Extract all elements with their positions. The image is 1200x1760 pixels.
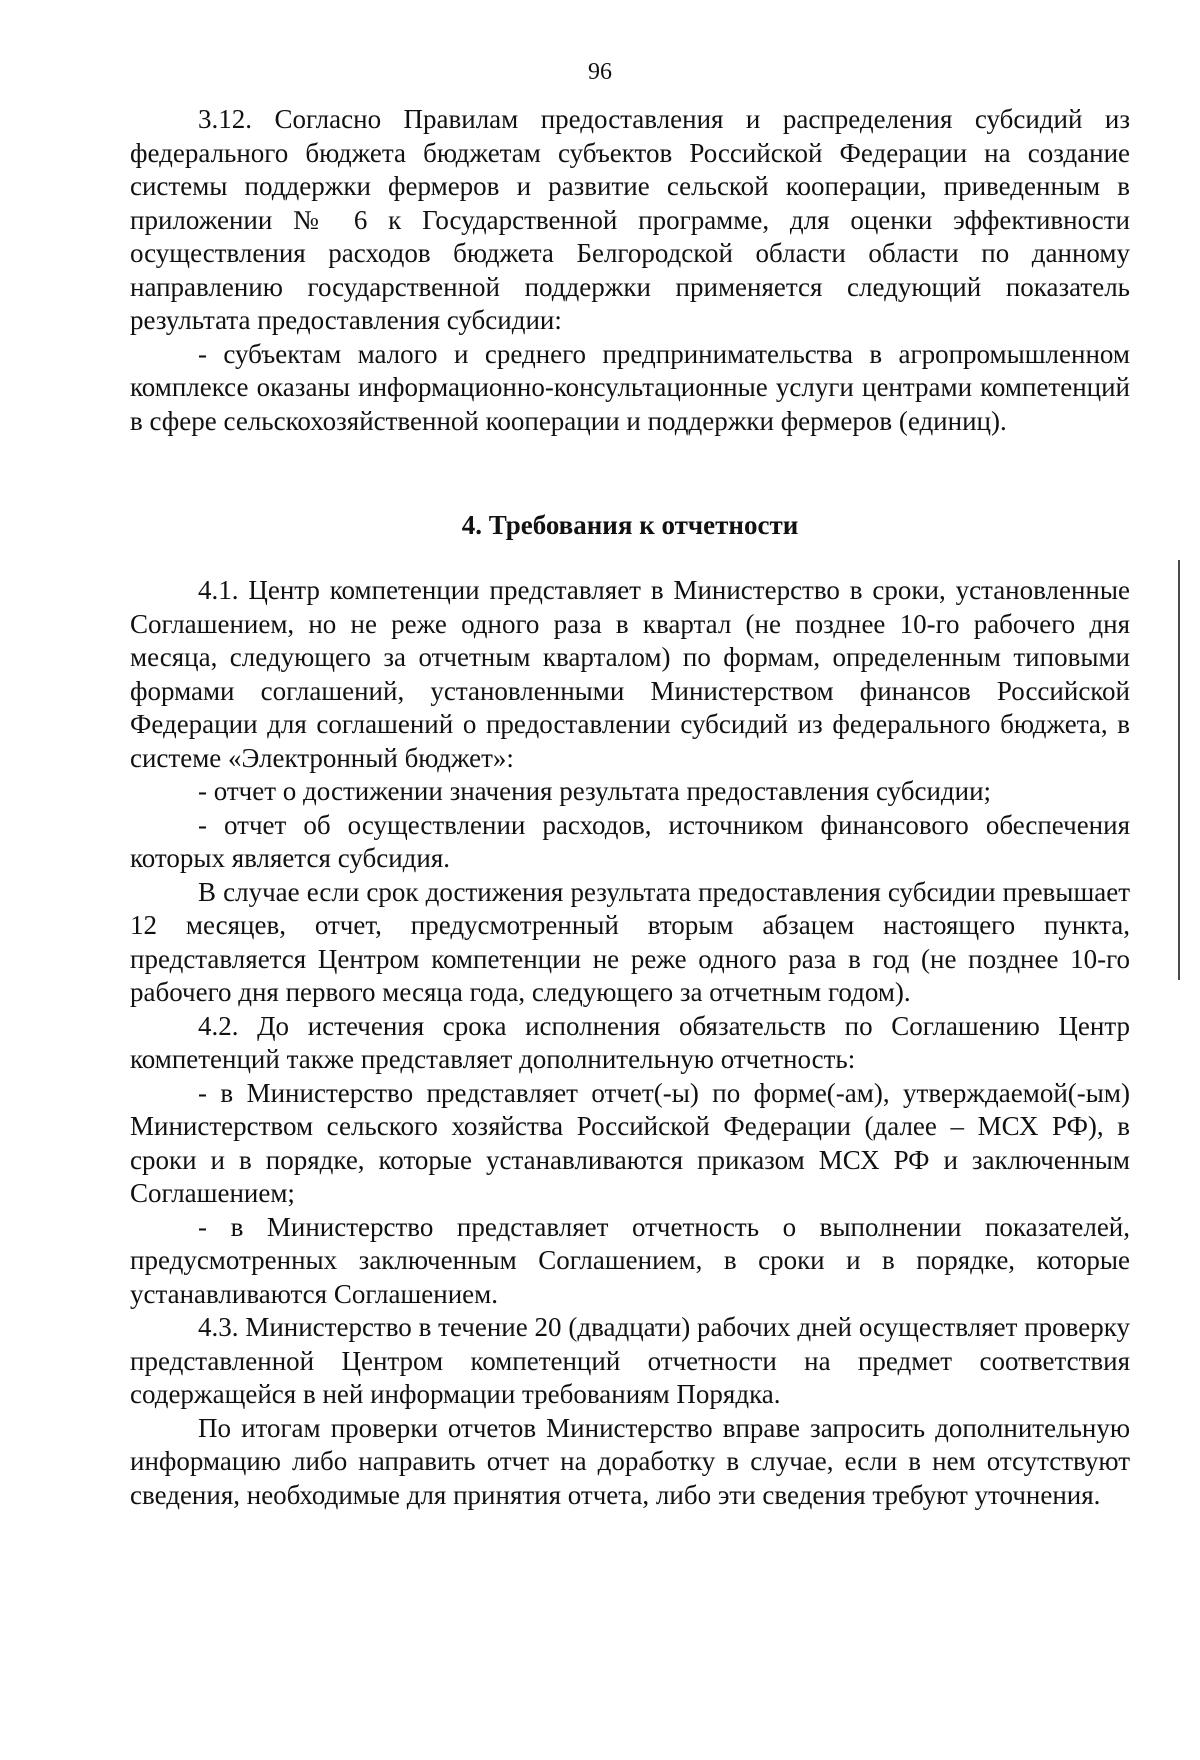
paragraph-4-2: 4.2. До истечения срока исполнения обязательств по Соглашению Центр компетенций также представляет дополнительную отчетность: [130, 1010, 1130, 1074]
paragraph-4-2-item-1: - в Министерство представляет отчет(-ы) по форме(-ам), утверждаемой(-ым) Министерством сельского хозяйства Российской Федерации (далее – МСХ РФ), в сроки и в порядке, которые устанавливаются приказом МСХ РФ и заключенным Соглашением; [130, 1077, 1130, 1208]
section-4-heading: 4. Требования к отчетности [461, 510, 799, 540]
paragraph-4-1-item-1: - отчет о достижении значения результата предоставления субсидии; [198, 776, 992, 806]
page-number: 96 [588, 59, 612, 85]
section-3-body [130, 103, 1130, 438]
paragraph-4-1-item-2: - отчет об осуществлении расходов, источником финансового обеспечения которых является субсидия. [130, 809, 1130, 873]
paragraph-4-1: 4.1. Центр компетенции представляет в Министерство в сроки, установленные Соглашением, но не реже одного раза в квартал (не позднее 10-го рабочего дня месяца, следующего за отчетным кварталом) по формам, определенным типовыми формами соглашений, установленными Министерством финансов Российской Федерации для соглашений о предоставлении субсидий из федерального бюджета, в системе «Электронный бюджет»: [130, 575, 1130, 773]
paragraph-4-1-note: В случае если срок достижения результата предоставления субсидии превышает 12 месяцев, отчет, предусмотренный вторым абзацем настоящего пункта, представляется Центром компетенции не реже одного раза в год (не позднее 10-го рабочего дня первого месяца года, следующего за отчетным годом). [130, 876, 1130, 1007]
paragraph-4-3-review: По итогам проверки отчетов Министерство вправе запросить дополнительную информацию либо направить отчет на доработку в случае, если в нем отсутствуют сведения, необходимые для принятия отчета, либо эти сведения требуют уточнения. [130, 1412, 1130, 1510]
paragraph-3-12: 3.12. Согласно Правилам предоставления и распределения субсидий из федерального бюджета бюджетам субъектов Российской Федерации на создание системы поддержки фермеров и развитие сельской кооперации, приведенным в приложении № 6 к Государственной программе, для оценки эффективности осуществления расходов бюджета Белгородской области области по данному направлению государственной поддержки применяется следующий показатель результата предоставления субсидии: [130, 104, 1130, 335]
section-4-body [130, 574, 1130, 1512]
scan-edge-line [1178, 560, 1180, 980]
paragraph-4-3: 4.3. Министерство в течение 20 (двадцати) рабочих дней осуществляет проверку представленной Центром компетенций отчетности на предмет соответствия содержащейся в ней информации требованиям Порядка. [130, 1312, 1130, 1409]
paragraph-4-2-item-2: - в Министерство представляет отчетность о выполнении показателей, предусмотренных заключенным Соглашением, в сроки и в порядке, которые устанавливаются Соглашением. [130, 1211, 1130, 1309]
paragraph-3-12-indicator: - субъектам малого и среднего предпринимательства в агропромышленном комплексе оказаны информационно-консультационные услуги центрами компетенций в сфере сельскохозяйственной кооперации и поддержки фермеров (единиц). [130, 338, 1130, 436]
